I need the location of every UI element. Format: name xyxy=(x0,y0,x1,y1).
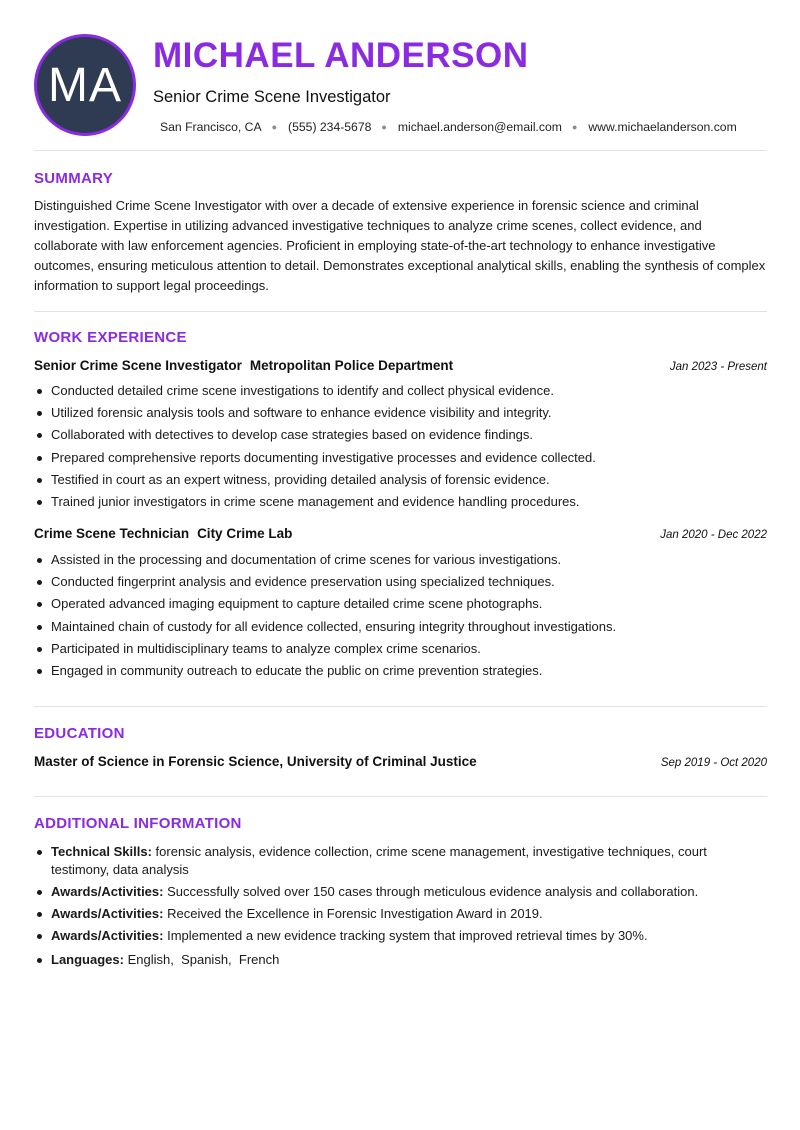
list-item xyxy=(34,843,767,879)
list-item xyxy=(34,951,767,969)
list-item: Conducted fingerprint analysis and evidence preservation using specialized techniques. xyxy=(34,574,767,590)
separator-dot-icon: ● xyxy=(571,122,578,132)
divider xyxy=(34,150,767,151)
education-degree: Master of Science in Forensic Science, University of Criminal Justice xyxy=(34,754,477,769)
job-role: Senior Crime Scene Investigator xyxy=(34,358,242,373)
job-title xyxy=(34,358,453,373)
job-dates: Jan 2023 - Present xyxy=(669,361,767,373)
avatar-initials: MA xyxy=(48,58,122,112)
list-item xyxy=(34,927,767,945)
info-label: Awards/Activities: xyxy=(51,884,164,899)
list-item: Conducted detailed crime scene investigations to identify and collect physical evidence. xyxy=(34,383,767,399)
divider xyxy=(34,311,767,312)
separator-dot-icon: ● xyxy=(381,122,387,132)
list-item xyxy=(34,905,767,923)
info-text: Successfully solved over 150 cases through meticulous evidence analysis and collaboration. xyxy=(167,884,699,899)
divider xyxy=(34,796,767,797)
list-item: Collaborated with detectives to develop case strategies based on evidence findings. xyxy=(34,427,767,443)
summary-heading: SUMMARY xyxy=(34,170,114,187)
divider xyxy=(34,706,767,707)
education-entry xyxy=(34,754,767,769)
job-dates: Jan 2020 - Dec 2022 xyxy=(660,529,767,541)
additional-info-list xyxy=(34,843,767,973)
work-experience-heading: WORK EXPERIENCE xyxy=(34,329,187,346)
candidate-name: MICHAEL ANDERSON xyxy=(153,36,529,75)
contact-email[interactable]: michael.anderson@email.com xyxy=(397,120,562,134)
contact-phone[interactable]: (555) 234-5678 xyxy=(288,120,372,134)
contact-website[interactable]: www.michaelanderson.com xyxy=(588,120,737,134)
list-item: Operated advanced imaging equipment to capture detailed crime scene photographs. xyxy=(34,596,767,612)
job-bullets xyxy=(34,552,767,685)
info-label: Awards/Activities: xyxy=(51,906,164,921)
info-label: Technical Skills: xyxy=(51,844,152,859)
list-item: Participated in multidisciplinary teams to analyze complex crime scenarios. xyxy=(34,641,767,657)
list-item: Utilized forensic analysis tools and software to enhance evidence visibility and integrity. xyxy=(34,405,767,421)
job-header xyxy=(34,526,767,541)
additional-info-heading: ADDITIONAL INFORMATION xyxy=(34,815,242,832)
languages-text: English, Spanish, French xyxy=(127,952,280,967)
summary-text: Distinguished Crime Scene Investigator with over a decade of extensive experience in forensic science and criminal investigation. Expertise in utilizing advanced investigative techniques to analyze crime scenes, collect evidence, and collaborate with law enforcement agencies. Proficient in employing state-of-the-art technology to enhance investigative outcomes, ensuring meticulous attention to detail. Demonstrates exceptional analytical skills, enabling the synthesis of complex information to support legal proceedings. xyxy=(34,198,766,293)
list-item: Engaged in community outreach to educate the public on crime prevention strategies. xyxy=(34,663,767,679)
list-item: Trained junior investigators in crime scene management and evidence handling procedures. xyxy=(34,494,767,510)
list-item xyxy=(34,883,767,901)
job-bullets xyxy=(34,383,767,516)
job-title xyxy=(34,526,292,541)
info-text: Implemented a new evidence tracking system that improved retrieval times by 30%. xyxy=(167,928,648,943)
job-company: Metropolitan Police Department xyxy=(249,358,454,373)
candidate-title: Senior Crime Scene Investigator xyxy=(153,88,391,106)
info-text: forensic analysis, evidence collection, crime scene management, investigative techniques, court testimony, data analysis xyxy=(51,844,707,877)
job-header xyxy=(34,358,767,373)
contact-bar xyxy=(160,120,737,134)
job-role: Crime Scene Technician xyxy=(34,526,190,541)
separator-dot-icon: ● xyxy=(271,122,278,132)
list-item: Prepared comprehensive reports documenting investigative processes and evidence collected. xyxy=(34,450,767,466)
education-dates: Sep 2019 - Oct 2020 xyxy=(660,757,767,769)
education-heading: EDUCATION xyxy=(34,725,125,742)
info-text: Received the Excellence in Forensic Investigation Award in 2019. xyxy=(167,906,543,921)
avatar xyxy=(34,34,136,136)
list-item: Assisted in the processing and documentation of crime scenes for various investigations. xyxy=(34,552,767,568)
job-company: City Crime Lab xyxy=(197,526,293,541)
languages-label: Languages: xyxy=(51,952,124,967)
contact-location: San Francisco, CA xyxy=(160,120,262,134)
list-item: Maintained chain of custody for all evidence collected, ensuring integrity throughout investigations. xyxy=(34,619,767,635)
list-item: Testified in court as an expert witness, providing detailed analysis of forensic evidence. xyxy=(34,472,767,488)
info-label: Awards/Activities: xyxy=(51,928,164,943)
